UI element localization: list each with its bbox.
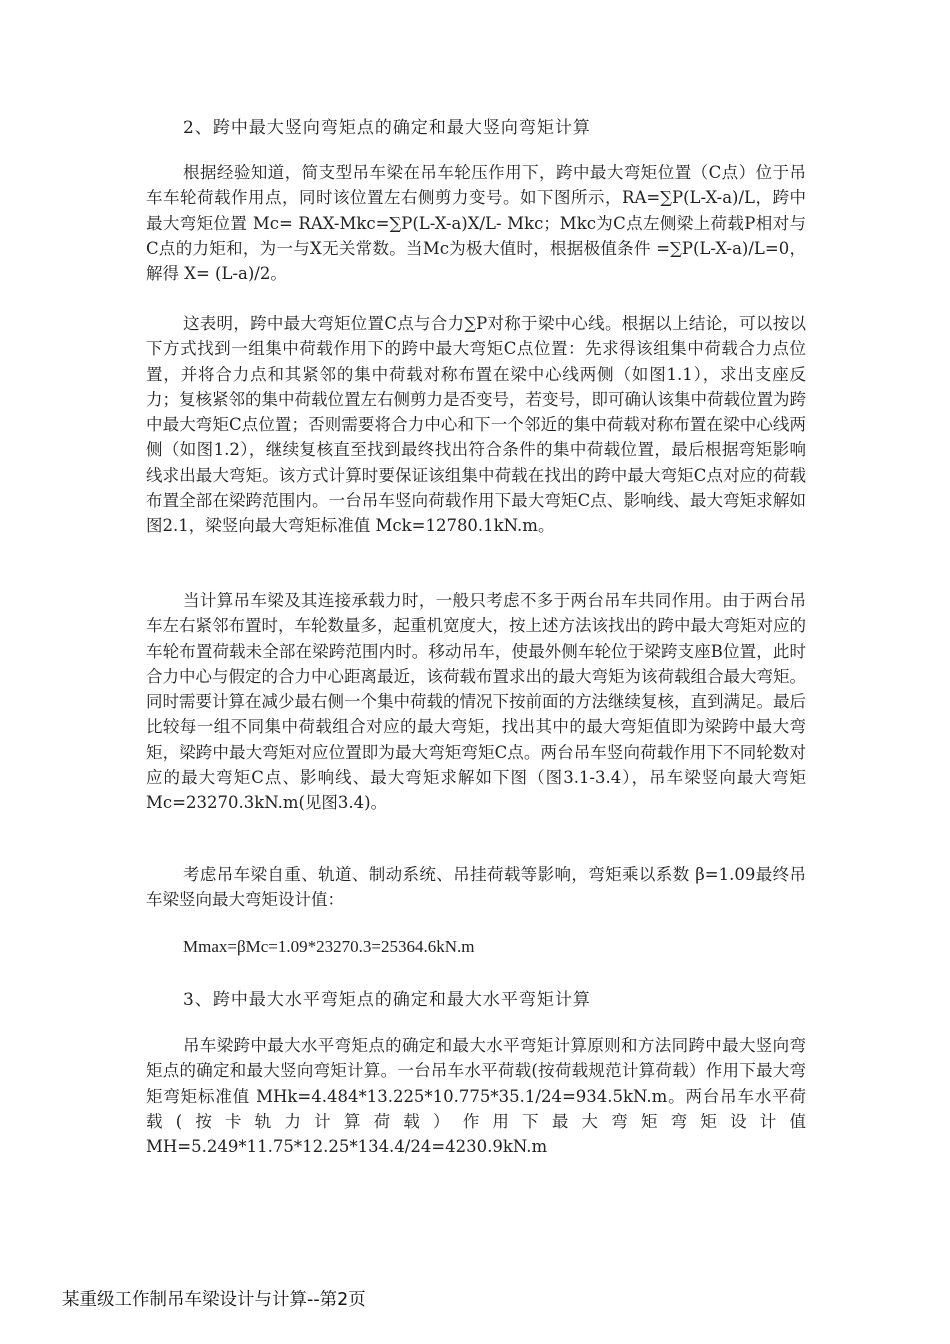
section-2-paragraph-4: 考虑吊车梁自重、轨道、制动系统、吊挂荷载等影响，弯矩乘以系数 β=1.09最终吊车梁竖向最大弯矩设计值：: [146, 865, 806, 910]
section-2-paragraph-3: 当计算吊车梁及其连接承载力时，一般只考虑不多于两台吊车共同作用。由于两台吊车左右紧邻布置时，车轮数量多，起重机宽度大，按上述方法该找出的跨中最大弯矩对应的车轮布置荷载未全部在梁跨范围内时。移动吊车，使最外侧车轮位于梁跨支座B位置，此时合力中心与假定的合力中心距离最近，该荷载布置求出的最大弯矩为该荷载组合最大弯矩。同时需要计算在减少最右侧一个集中荷载的情况下按前面的方法继续复核，直到满足。最后比较每一组不同集中荷载组合对应的最大弯矩，找出其中的最大弯矩值即为梁跨中最大弯矩，梁跨中最大弯矩对应位置即为最大弯矩弯矩C点。两台吊车竖向荷载作用下不同轮数对应的最大弯矩C点、影响线、最大弯矩求解如下图（图3.1-3.4），吊车梁竖向最大弯矩 Mc=23270.3kN.m(见图3.4)。: [146, 591, 806, 813]
section-2-heading: 2、跨中最大竖向弯矩点的确定和最大竖向弯矩计算: [183, 118, 591, 138]
section-2-paragraph-2: 这表明，跨中最大弯矩位置C点与合力∑P对称于梁中心线。根据以上结论，可以按以下方式找到一组集中荷载作用下的跨中最大弯矩C点位置：先求得该组集中荷载合力点位置，并将合力点和其紧邻的集中荷载对称布置在梁中心线两侧（如图1.1），求出支座反力；复核紧邻的集中荷载位置左右侧剪力是否变号，若变号，即可确认该集中荷载位置为跨中最大弯矩C点位置；否则需要将合力中心和下一个邻近的集中荷载对称布置在梁中心线两侧（如图1.2），继续复核直至找到最终找出符合条件的集中荷载位置，最后根据弯矩影响线求出最大弯矩。该方式计算时要保证该组集中荷载在找出的跨中最大弯矩C点对应的荷载布置全部在梁跨范围内。一台吊车竖向荷载作用下最大弯矩C点、影响线、最大弯矩求解如图2.1，梁竖向最大弯矩标准值 Mck=12780.1kN.m。: [146, 314, 806, 536]
section-2-paragraph-1: 根据经验知道，简支型吊车梁在吊车轮压作用下，跨中最大弯矩位置（C点）位于吊车车轮荷载作用点，同时该位置左右侧剪力变号。如下图所示，RA=∑P(L-X-a)/L，跨中最大弯矩位置 Mc= RAX-Mkc=∑P(L-X-a)X/L- Mkc；Mkc为C点左侧梁上荷载P相对与C点的力矩和，为一与X无关常数。当Mc为极大值时，根据极值条件 =∑P(L-X-a)/L=0，解得 X= (L-a)/2。: [146, 163, 806, 284]
mmax-formula: Mmax=βMc=1.09*23270.3=25364.6kN.m: [183, 937, 475, 956]
page-footer: 某重级工作制吊车梁设计与计算--第2页: [62, 1290, 366, 1310]
section-3-heading: 3、跨中最大水平弯矩点的确定和最大水平弯矩计算: [183, 990, 591, 1010]
section-3-paragraph-1: 吊车梁跨中最大水平弯矩点的确定和最大水平弯矩计算原则和方法同跨中最大竖向弯矩点的确定和最大竖向弯矩计算。一台吊车水平荷载(按荷载规范计算荷载）作用下最大弯矩弯矩标准值 MHk=4.484*13.225*10.775*35.1/24=934.5kN.m。两台吊车水平荷载(按卡轨力计算荷载）作用下最大弯矩弯矩设计值 MH=5.249*11.75*12.25*134.4/24=4230.9kN.m: [146, 1036, 806, 1157]
